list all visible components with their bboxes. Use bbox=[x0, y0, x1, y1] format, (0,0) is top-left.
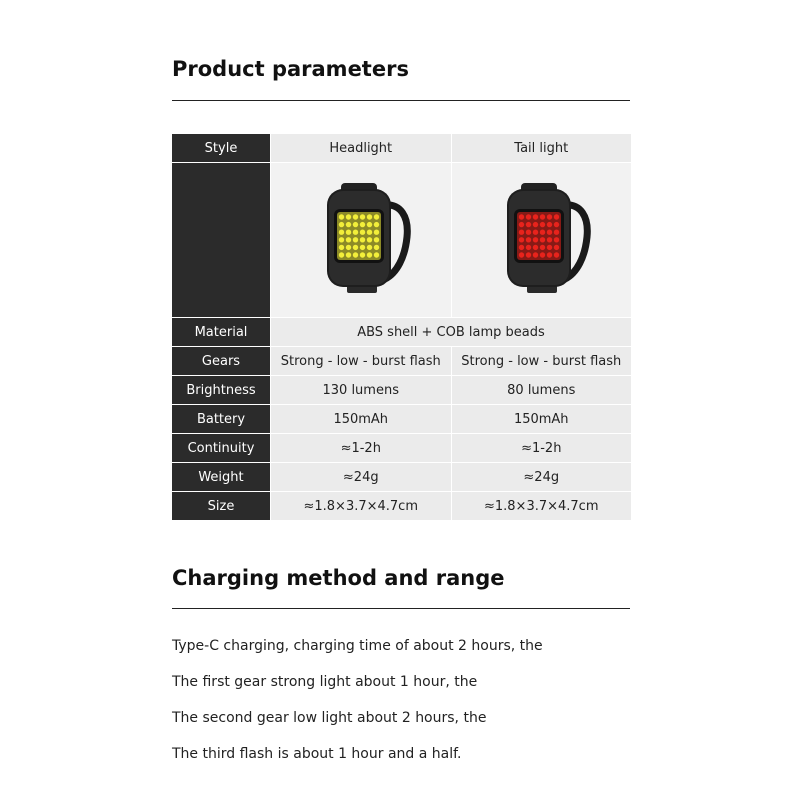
taillight-value: Strong - low - burst flash bbox=[451, 347, 632, 376]
headlight-value: 150mAh bbox=[271, 405, 452, 434]
table-row bbox=[172, 434, 632, 463]
taillight-value: ≈1.8×3.7×4.7cm bbox=[451, 492, 632, 521]
row-label-style: Style bbox=[172, 134, 271, 163]
headlight-value: ≈1-2h bbox=[271, 434, 452, 463]
section-divider bbox=[172, 100, 630, 101]
row-label-material: Material bbox=[172, 318, 271, 347]
charging-line: Type-C charging, charging time of about 2 hours, the bbox=[172, 638, 543, 654]
row-label: Weight bbox=[172, 463, 271, 492]
row-label: Continuity bbox=[172, 434, 271, 463]
headlight-value: Strong - low - burst flash bbox=[271, 347, 452, 376]
charging-line: The third flash is about 1 hour and a half. bbox=[172, 746, 462, 762]
row-label: Size bbox=[172, 492, 271, 521]
headlight-value: ≈24g bbox=[271, 463, 452, 492]
table-row-material bbox=[172, 318, 632, 347]
taillight-value: ≈1-2h bbox=[451, 434, 632, 463]
section-divider bbox=[172, 608, 630, 609]
column-header-taillight: Tail light bbox=[451, 134, 632, 163]
row-label: Gears bbox=[172, 347, 271, 376]
taillight-value: ≈24g bbox=[451, 463, 632, 492]
taillight-value: 80 lumens bbox=[451, 376, 632, 405]
headlight-value: ≈1.8×3.7×4.7cm bbox=[271, 492, 452, 521]
table-row bbox=[172, 405, 632, 434]
headlight-lamp-icon bbox=[301, 175, 421, 305]
headlight-image bbox=[271, 163, 452, 318]
row-label-blank bbox=[172, 163, 271, 318]
table-row bbox=[172, 463, 632, 492]
taillight-lamp-icon bbox=[481, 175, 601, 305]
charging-line: The first gear strong light about 1 hour, the bbox=[172, 674, 478, 690]
taillight-image bbox=[451, 163, 632, 318]
section-title-charging: Charging method and range bbox=[172, 566, 505, 590]
taillight-value: 150mAh bbox=[451, 405, 632, 434]
row-label: Brightness bbox=[172, 376, 271, 405]
table-row bbox=[172, 134, 632, 163]
material-value: ABS shell + COB lamp beads bbox=[271, 318, 632, 347]
section-title-product-parameters: Product parameters bbox=[172, 57, 409, 81]
table-row bbox=[172, 376, 632, 405]
table-row bbox=[172, 492, 632, 521]
parameters-table bbox=[171, 133, 632, 521]
table-row-images bbox=[172, 163, 632, 318]
row-label: Battery bbox=[172, 405, 271, 434]
column-header-headlight: Headlight bbox=[271, 134, 452, 163]
headlight-value: 130 lumens bbox=[271, 376, 452, 405]
table-row bbox=[172, 347, 632, 376]
charging-line: The second gear low light about 2 hours, the bbox=[172, 710, 487, 726]
